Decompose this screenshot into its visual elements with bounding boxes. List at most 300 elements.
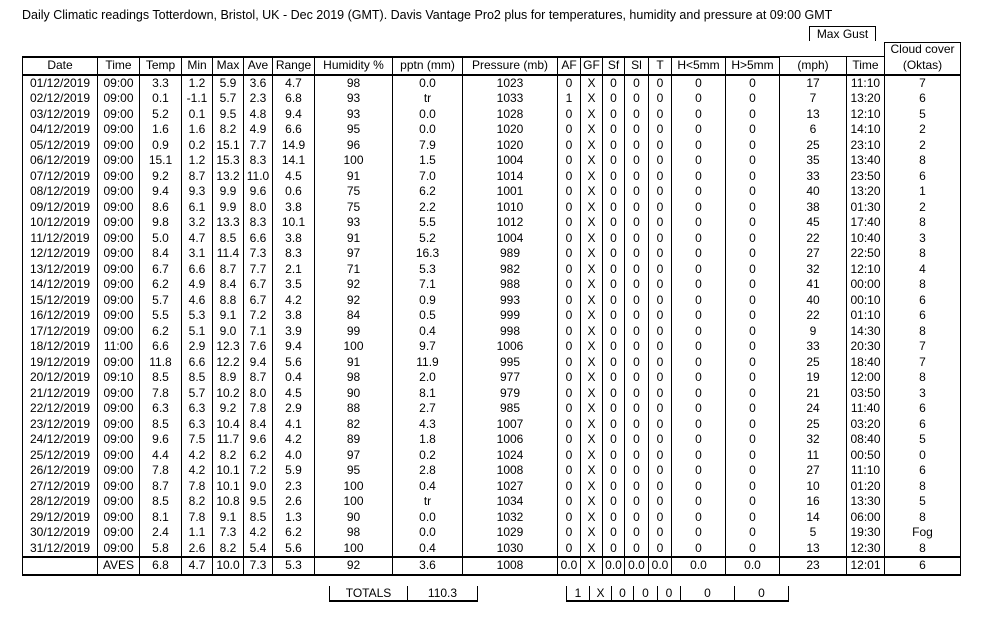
- table-cell: 0: [649, 541, 672, 558]
- table-cell: X: [581, 246, 603, 262]
- table-cell: 9.3: [182, 184, 213, 200]
- table-cell: 8.5: [140, 494, 182, 510]
- table-cell: 8.3: [273, 246, 315, 262]
- table-cell: 22/12/2019: [23, 401, 98, 417]
- table-cell: 4.6: [182, 293, 213, 309]
- table-cell: 8.7: [140, 479, 182, 495]
- table-cell: 0: [649, 339, 672, 355]
- table-cell: 07/12/2019: [23, 169, 98, 185]
- table-cell: 6.2: [273, 525, 315, 541]
- table-cell: 0: [672, 479, 726, 495]
- table-cell: 9.4: [273, 107, 315, 123]
- table-cell: 6: [885, 417, 961, 433]
- column-header: (mph): [780, 57, 847, 75]
- table-cell: 09:00: [98, 324, 140, 340]
- table-cell: 28/12/2019: [23, 494, 98, 510]
- table-cell: 0: [603, 215, 625, 231]
- table-row: [23, 184, 961, 200]
- table-cell: 0: [672, 107, 726, 123]
- table-cell: 23:10: [847, 138, 885, 154]
- table-cell: 0: [726, 246, 780, 262]
- table-cell: 0: [558, 122, 581, 138]
- table-cell: 6.6: [182, 355, 213, 371]
- table-cell: 12.2: [213, 355, 244, 371]
- table-cell: 0: [558, 107, 581, 123]
- table-cell: 12:10: [847, 262, 885, 278]
- table-cell: 24: [780, 401, 847, 417]
- table-cell: 0: [672, 293, 726, 309]
- table-cell: 40: [780, 184, 847, 200]
- table-cell: 2.7: [393, 401, 463, 417]
- column-header: Ave: [244, 57, 273, 75]
- table-cell: 0: [558, 494, 581, 510]
- table-cell: 6: [780, 122, 847, 138]
- climate-table: [22, 42, 961, 576]
- table-row: [23, 75, 961, 92]
- table-cell: 71: [315, 262, 393, 278]
- table-cell: X: [581, 417, 603, 433]
- table-cell: 9.1: [213, 308, 244, 324]
- table-cell: 6.6: [273, 122, 315, 138]
- table-cell: 0: [726, 355, 780, 371]
- table-cell: 0: [603, 231, 625, 247]
- table-cell: 4.2: [244, 525, 273, 541]
- table-cell: 0: [726, 432, 780, 448]
- table-cell: tr: [393, 91, 463, 107]
- table-cell: 2: [885, 200, 961, 216]
- table-cell: 8.3: [244, 153, 273, 169]
- table-cell: 0: [603, 138, 625, 154]
- table-cell: 5.0: [140, 231, 182, 247]
- table-cell: 8: [885, 479, 961, 495]
- table-cell: 84: [315, 308, 393, 324]
- table-cell: 4.0: [273, 448, 315, 464]
- table-cell: 7.7: [244, 138, 273, 154]
- table-cell: 2.6: [273, 494, 315, 510]
- table-cell: 3.5: [273, 277, 315, 293]
- table-cell: 4.4: [140, 448, 182, 464]
- table-cell: 8.3: [244, 215, 273, 231]
- aves-cell: 0.0: [603, 557, 625, 575]
- table-cell: 95: [315, 463, 393, 479]
- table-cell: 1004: [463, 153, 558, 169]
- table-cell: 3: [885, 231, 961, 247]
- table-cell: 12:10: [847, 107, 885, 123]
- table-cell: 7.1: [393, 277, 463, 293]
- table-cell: 6.7: [244, 277, 273, 293]
- table-cell: 0: [649, 262, 672, 278]
- table-cell: 0: [726, 370, 780, 386]
- table-cell: 04/12/2019: [23, 122, 98, 138]
- table-cell: 0: [726, 122, 780, 138]
- table-cell: 100: [315, 541, 393, 558]
- table-cell: 0: [649, 324, 672, 340]
- table-cell: 0: [558, 510, 581, 526]
- table-cell: 1004: [463, 231, 558, 247]
- totals-counts-table: [566, 586, 789, 602]
- table-cell: 5.2: [140, 107, 182, 123]
- table-cell: 0: [625, 386, 649, 402]
- table-cell: 6: [885, 308, 961, 324]
- table-cell: 97: [315, 246, 393, 262]
- table-cell: 1029: [463, 525, 558, 541]
- table-cell: 7.9: [393, 138, 463, 154]
- table-cell: 0: [649, 463, 672, 479]
- table-cell: 32: [780, 262, 847, 278]
- column-header: T: [649, 57, 672, 75]
- column-header: Temp: [140, 57, 182, 75]
- table-cell: 09:00: [98, 525, 140, 541]
- table-cell: 5.4: [244, 541, 273, 558]
- totals-count-cell: 0: [612, 586, 634, 601]
- aves-cell: AVES: [98, 557, 140, 575]
- table-cell: 100: [315, 153, 393, 169]
- table-cell: 0: [726, 308, 780, 324]
- table-cell: 0: [603, 386, 625, 402]
- table-cell: 0: [603, 200, 625, 216]
- table-cell: X: [581, 525, 603, 541]
- table-cell: 0: [625, 246, 649, 262]
- table-row: [23, 169, 961, 185]
- table-cell: 0: [603, 494, 625, 510]
- column-header: GF: [581, 57, 603, 75]
- table-cell: 0: [625, 463, 649, 479]
- table-cell: 08:40: [847, 432, 885, 448]
- table-cell: 0: [625, 525, 649, 541]
- table-cell: 0: [672, 231, 726, 247]
- table-cell: X: [581, 541, 603, 558]
- table-cell: 0.0: [393, 510, 463, 526]
- table-cell: 8.7: [213, 262, 244, 278]
- table-cell: 5.5: [140, 308, 182, 324]
- table-cell: 19: [780, 370, 847, 386]
- table-cell: 03/12/2019: [23, 107, 98, 123]
- table-cell: 19:30: [847, 525, 885, 541]
- table-cell: 17/12/2019: [23, 324, 98, 340]
- table-cell: 8.2: [213, 122, 244, 138]
- table-cell: X: [581, 463, 603, 479]
- table-cell: 09:00: [98, 169, 140, 185]
- table-cell: 988: [463, 277, 558, 293]
- table-cell: 7.8: [182, 510, 213, 526]
- table-cell: 09:00: [98, 355, 140, 371]
- table-cell: 8.1: [393, 386, 463, 402]
- table-cell: 4.2: [182, 448, 213, 464]
- table-row: [23, 277, 961, 293]
- table-cell: 8.4: [140, 246, 182, 262]
- table-cell: 22:50: [847, 246, 885, 262]
- table-cell: 7.8: [140, 386, 182, 402]
- table-cell: 982: [463, 262, 558, 278]
- table-cell: 999: [463, 308, 558, 324]
- column-header: Date: [23, 57, 98, 75]
- column-header: Range: [273, 57, 315, 75]
- table-cell: 0: [649, 401, 672, 417]
- table-cell: 31/12/2019: [23, 541, 98, 558]
- table-cell: 0: [558, 355, 581, 371]
- table-cell: 0: [726, 293, 780, 309]
- table-cell: 14:30: [847, 324, 885, 340]
- table-cell: 0: [672, 541, 726, 558]
- table-cell: 9.6: [244, 184, 273, 200]
- table-cell: 3.1: [182, 246, 213, 262]
- aves-cell: 7.3: [244, 557, 273, 575]
- aves-cell: 10.0: [213, 557, 244, 575]
- table-cell: 0: [672, 417, 726, 433]
- table-cell: 998: [463, 324, 558, 340]
- table-cell: 100: [315, 479, 393, 495]
- table-cell: 00:50: [847, 448, 885, 464]
- table-cell: 0: [726, 541, 780, 558]
- table-cell: 0: [672, 122, 726, 138]
- table-cell: 0: [603, 355, 625, 371]
- table-cell: X: [581, 215, 603, 231]
- table-row: [23, 339, 961, 355]
- table-cell: 41: [780, 277, 847, 293]
- table-cell: 8.5: [140, 417, 182, 433]
- table-cell: 0: [625, 448, 649, 464]
- table-cell: 0: [558, 215, 581, 231]
- table-cell: 0: [672, 262, 726, 278]
- table-cell: 09:00: [98, 277, 140, 293]
- table-cell: 0: [726, 262, 780, 278]
- table-cell: 995: [463, 355, 558, 371]
- aves-row: [23, 557, 961, 575]
- table-cell: 7.1: [244, 324, 273, 340]
- table-cell: 91: [315, 231, 393, 247]
- table-cell: 1008: [463, 463, 558, 479]
- table-cell: 95: [315, 122, 393, 138]
- table-cell: 0: [558, 401, 581, 417]
- table-cell: 0.9: [393, 293, 463, 309]
- table-cell: 0: [625, 370, 649, 386]
- table-cell: 32: [780, 432, 847, 448]
- table-cell: 8.7: [182, 169, 213, 185]
- table-cell: 0: [603, 107, 625, 123]
- table-cell: 1034: [463, 494, 558, 510]
- table-cell: 89: [315, 432, 393, 448]
- table-cell: 8.0: [244, 200, 273, 216]
- table-row: [23, 541, 961, 558]
- table-cell: X: [581, 169, 603, 185]
- totals-label: TOTALS: [330, 586, 408, 601]
- table-cell: tr: [393, 494, 463, 510]
- table-cell: 0: [558, 339, 581, 355]
- table-cell: 3.9: [273, 324, 315, 340]
- table-cell: 7.8: [182, 479, 213, 495]
- table-cell: 0.6: [273, 184, 315, 200]
- table-cell: 9.4: [140, 184, 182, 200]
- table-cell: 20/12/2019: [23, 370, 98, 386]
- table-cell: 0: [649, 246, 672, 262]
- aves-cell: 0.0: [625, 557, 649, 575]
- table-cell: 5: [780, 525, 847, 541]
- table-cell: 09:00: [98, 494, 140, 510]
- table-cell: 7.7: [244, 262, 273, 278]
- table-cell: 06:00: [847, 510, 885, 526]
- table-cell: 1033: [463, 91, 558, 107]
- totals-count-cell: 1: [567, 586, 590, 601]
- table-cell: X: [581, 184, 603, 200]
- table-cell: 1.5: [393, 153, 463, 169]
- table-cell: 0: [649, 277, 672, 293]
- table-cell: X: [581, 510, 603, 526]
- table-cell: 8.5: [182, 370, 213, 386]
- table-cell: 8.1: [140, 510, 182, 526]
- table-cell: 0: [649, 510, 672, 526]
- table-cell: X: [581, 107, 603, 123]
- table-cell: 0: [625, 324, 649, 340]
- table-cell: 0: [672, 75, 726, 92]
- table-cell: 09:00: [98, 541, 140, 558]
- table-cell: 7: [885, 75, 961, 92]
- table-cell: 0: [726, 463, 780, 479]
- table-cell: 0: [625, 75, 649, 92]
- table-cell: 0: [726, 494, 780, 510]
- table-row: [23, 153, 961, 169]
- table-cell: 09:00: [98, 386, 140, 402]
- table-cell: 09:00: [98, 401, 140, 417]
- table-cell: 93: [315, 107, 393, 123]
- table-cell: 6: [885, 169, 961, 185]
- table-cell: X: [581, 262, 603, 278]
- table-cell: 9.5: [244, 494, 273, 510]
- table-cell: 88: [315, 401, 393, 417]
- table-cell: 09:00: [98, 91, 140, 107]
- table-cell: 1028: [463, 107, 558, 123]
- table-cell: 10.1: [213, 479, 244, 495]
- table-cell: 9.8: [140, 215, 182, 231]
- table-cell: 10:40: [847, 231, 885, 247]
- column-header: Humidity %: [315, 57, 393, 75]
- table-cell: 0: [726, 401, 780, 417]
- table-cell: 7: [885, 355, 961, 371]
- table-cell: 2.3: [244, 91, 273, 107]
- table-cell: 09:00: [98, 262, 140, 278]
- table-cell: 6: [885, 91, 961, 107]
- table-cell: 4.2: [273, 432, 315, 448]
- table-cell: 5.9: [213, 75, 244, 92]
- table-cell: 6.3: [182, 417, 213, 433]
- table-row: [23, 200, 961, 216]
- table-cell: 0: [603, 525, 625, 541]
- table-cell: 0: [672, 370, 726, 386]
- table-cell: 4.8: [244, 107, 273, 123]
- column-header: Max: [213, 57, 244, 75]
- table-cell: 0: [603, 184, 625, 200]
- table-cell: 5.3: [393, 262, 463, 278]
- table-cell: 0: [672, 138, 726, 154]
- table-cell: 6.1: [182, 200, 213, 216]
- table-cell: 2.1: [273, 262, 315, 278]
- table-cell: 0.9: [140, 138, 182, 154]
- table-cell: 0: [726, 479, 780, 495]
- table-cell: 17:40: [847, 215, 885, 231]
- table-cell: 0: [603, 277, 625, 293]
- table-cell: 30/12/2019: [23, 525, 98, 541]
- table-cell: 97: [315, 448, 393, 464]
- table-cell: 1023: [463, 75, 558, 92]
- table-cell: 01:10: [847, 308, 885, 324]
- table-cell: 8.5: [140, 370, 182, 386]
- table-cell: 0.4: [393, 324, 463, 340]
- table-row: [23, 91, 961, 107]
- table-cell: 6.7: [244, 293, 273, 309]
- aves-cell: X: [581, 557, 603, 575]
- table-cell: 0: [726, 231, 780, 247]
- table-row: [23, 355, 961, 371]
- aves-cell: 4.7: [182, 557, 213, 575]
- table-cell: 5.9: [273, 463, 315, 479]
- table-cell: 1024: [463, 448, 558, 464]
- table-cell: 13.2: [213, 169, 244, 185]
- table-cell: 11:00: [98, 339, 140, 355]
- table-cell: 8: [885, 510, 961, 526]
- table-cell: 45: [780, 215, 847, 231]
- table-cell: 8.2: [213, 541, 244, 558]
- table-cell: 16: [780, 494, 847, 510]
- table-cell: 93: [315, 91, 393, 107]
- table-cell: 24/12/2019: [23, 432, 98, 448]
- table-cell: 0: [672, 510, 726, 526]
- table-row: [23, 231, 961, 247]
- table-cell: 8.6: [140, 200, 182, 216]
- table-cell: 0: [558, 277, 581, 293]
- column-header: H<5mm: [672, 57, 726, 75]
- table-cell: 7.2: [244, 308, 273, 324]
- table-cell: 6: [885, 293, 961, 309]
- table-cell: 9.0: [244, 479, 273, 495]
- table-cell: 38: [780, 200, 847, 216]
- table-cell: 05/12/2019: [23, 138, 98, 154]
- table-cell: X: [581, 308, 603, 324]
- table-cell: 13:20: [847, 91, 885, 107]
- table-cell: X: [581, 200, 603, 216]
- table-cell: 8: [885, 541, 961, 558]
- table-cell: 8.5: [213, 231, 244, 247]
- table-cell: 10.2: [213, 386, 244, 402]
- table-cell: 09:00: [98, 510, 140, 526]
- table-cell: X: [581, 153, 603, 169]
- table-cell: 0: [558, 246, 581, 262]
- table-cell: 5: [885, 107, 961, 123]
- table-cell: 27: [780, 246, 847, 262]
- table-cell: 1014: [463, 169, 558, 185]
- table-cell: 6.2: [140, 277, 182, 293]
- table-body: [23, 75, 961, 558]
- table-cell: 5.1: [182, 324, 213, 340]
- table-cell: X: [581, 494, 603, 510]
- table-cell: 0: [603, 448, 625, 464]
- table-cell: 3: [885, 386, 961, 402]
- table-cell: 1027: [463, 479, 558, 495]
- table-cell: 1001: [463, 184, 558, 200]
- table-cell: 0: [625, 293, 649, 309]
- table-cell: 98: [315, 525, 393, 541]
- table-cell: X: [581, 401, 603, 417]
- table-cell: 3.3: [140, 75, 182, 92]
- table-cell: 0: [726, 339, 780, 355]
- table-cell: 0: [672, 215, 726, 231]
- table-cell: 7: [885, 339, 961, 355]
- column-headers: [23, 57, 961, 75]
- table-cell: 26/12/2019: [23, 463, 98, 479]
- table-cell: 4.7: [273, 75, 315, 92]
- table-cell: 0: [649, 494, 672, 510]
- table-cell: 8.8: [213, 293, 244, 309]
- table-cell: 0: [649, 169, 672, 185]
- table-cell: 985: [463, 401, 558, 417]
